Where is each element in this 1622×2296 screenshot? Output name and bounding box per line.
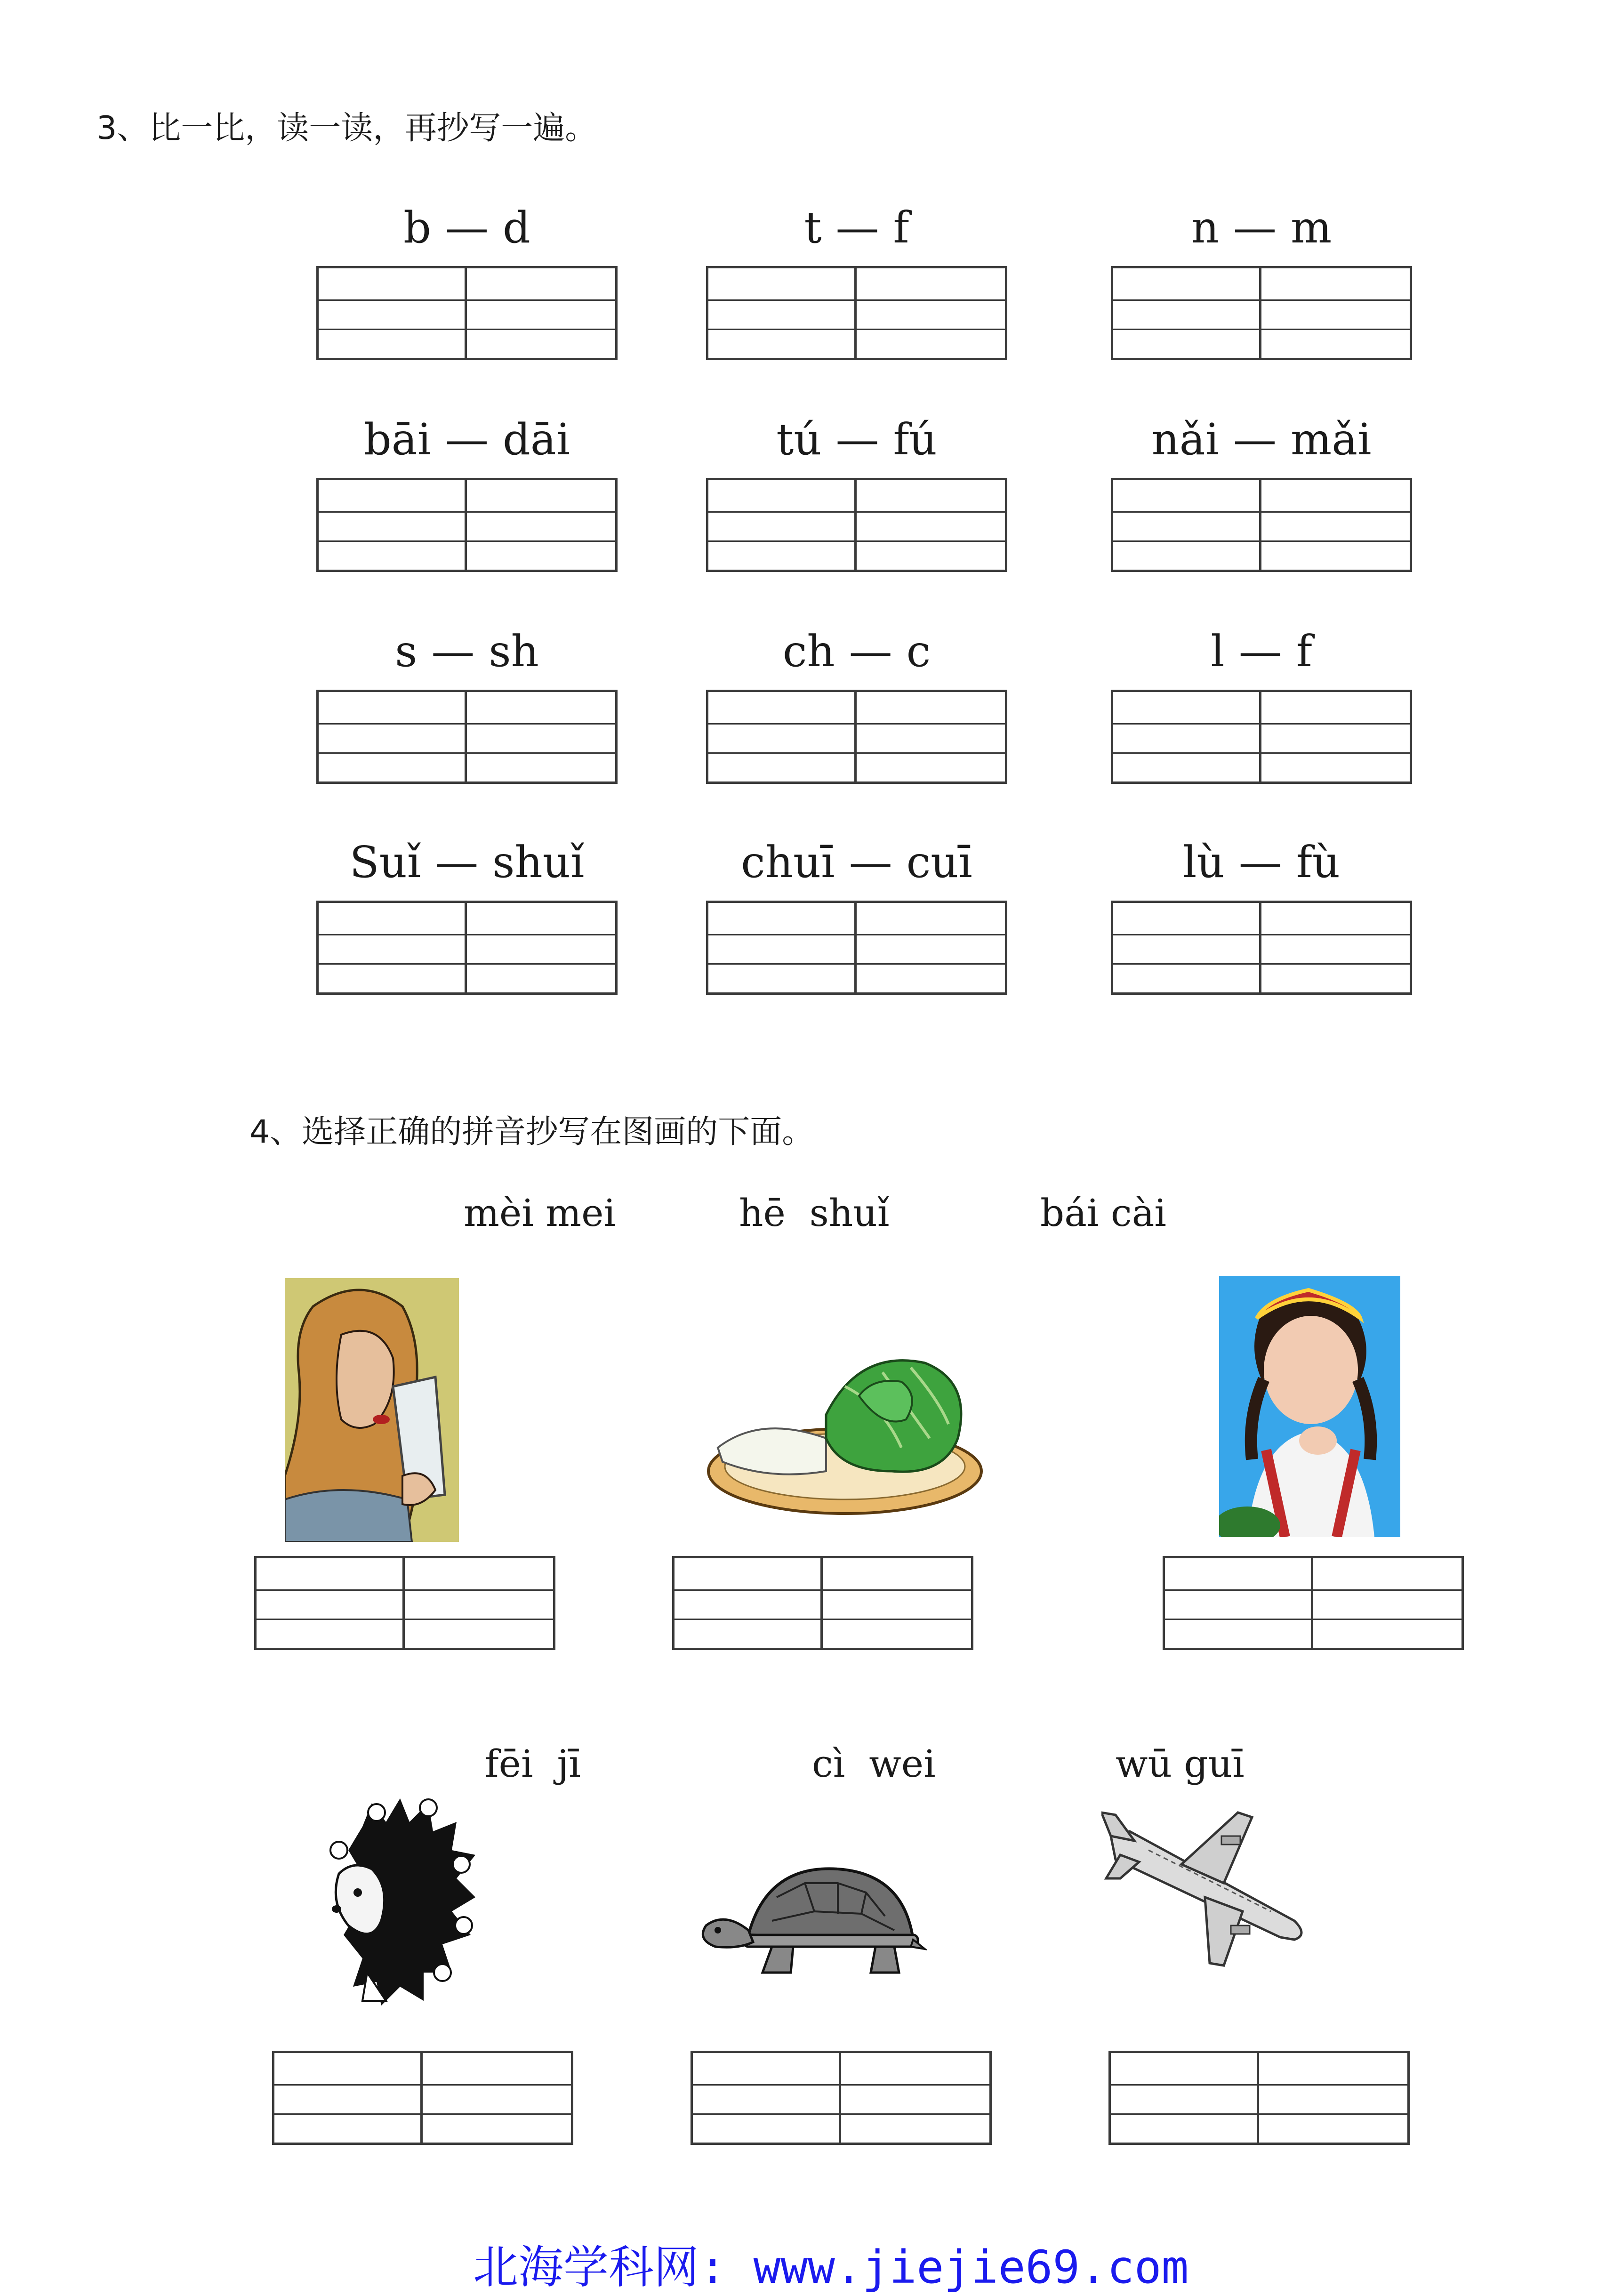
pair-right: f bbox=[1296, 626, 1312, 677]
ruling-line bbox=[693, 2113, 989, 2115]
pair-dash: — bbox=[835, 202, 879, 253]
pinyin-box-left[interactable] bbox=[708, 268, 857, 358]
pinyin-box-right[interactable] bbox=[423, 2053, 571, 2143]
answer-cell[interactable] bbox=[254, 1556, 555, 1650]
turtle-icon bbox=[697, 1855, 927, 1991]
pinyin-box-right[interactable] bbox=[1313, 1558, 1461, 1648]
pair-left: b bbox=[403, 202, 431, 253]
section4-title: 4、选择正确的拼音抄写在图画的下面。 bbox=[249, 1113, 814, 1151]
writing-cell[interactable] bbox=[316, 901, 618, 995]
pair-dash: — bbox=[431, 626, 475, 677]
writing-cell[interactable] bbox=[706, 901, 1007, 995]
ruling-line bbox=[1113, 540, 1410, 542]
girl-photo-icon bbox=[1219, 1262, 1400, 1537]
pair-left: tú bbox=[776, 414, 822, 465]
pinyin-box-left[interactable] bbox=[319, 268, 467, 358]
hedgehog-icon bbox=[311, 1794, 480, 2010]
pinyin-pair bbox=[316, 837, 618, 887]
writing-cell[interactable] bbox=[706, 478, 1007, 572]
pair-right: mǎi bbox=[1291, 414, 1372, 465]
pair-left: chuī bbox=[741, 837, 835, 887]
pinyin-box-right[interactable] bbox=[857, 903, 1005, 992]
pair-left: n bbox=[1191, 202, 1219, 253]
airplane-icon bbox=[1101, 1808, 1309, 1973]
pinyin-pair bbox=[316, 202, 618, 253]
pinyin-box-left[interactable] bbox=[257, 1558, 405, 1648]
ruling-line bbox=[674, 1589, 971, 1591]
pinyin-box-right[interactable] bbox=[467, 268, 615, 358]
pinyin-pair bbox=[316, 626, 618, 677]
ruling-line bbox=[257, 1589, 553, 1591]
pair-left: Suǐ bbox=[349, 837, 421, 887]
pinyin-pair bbox=[706, 414, 1007, 465]
pair-right: f bbox=[893, 202, 909, 253]
pinyin-box-left[interactable] bbox=[674, 1558, 823, 1648]
ruling-line bbox=[1165, 1619, 1461, 1620]
pinyin-box-left[interactable] bbox=[1165, 1558, 1313, 1648]
pair-right: sh bbox=[489, 626, 539, 677]
pair-dash: — bbox=[1238, 626, 1282, 677]
pinyin-box-right[interactable] bbox=[405, 1558, 553, 1648]
pair-left: t bbox=[804, 202, 822, 253]
footer-watermark: 北海学科网: www.jiejie69.com bbox=[473, 2241, 1189, 2294]
pinyin-box-left[interactable] bbox=[1113, 268, 1261, 358]
writing-cell[interactable] bbox=[316, 690, 618, 784]
ruling-line bbox=[319, 540, 615, 542]
pinyin-pair bbox=[706, 626, 1007, 677]
ruling-line bbox=[708, 299, 1005, 301]
ruling-line bbox=[708, 540, 1005, 542]
cabbage-plate-icon bbox=[704, 1330, 986, 1537]
ruling-line bbox=[319, 934, 615, 935]
pinyin-box-left[interactable] bbox=[1113, 692, 1261, 781]
pinyin-box-left[interactable] bbox=[1111, 2053, 1259, 2143]
pinyin-pair bbox=[316, 414, 618, 465]
ruling-line bbox=[708, 723, 1005, 725]
answer-cell[interactable] bbox=[272, 2051, 573, 2145]
ruling-line bbox=[1165, 1589, 1461, 1591]
pinyin-box-right[interactable] bbox=[467, 903, 615, 992]
pinyin-box-left[interactable] bbox=[274, 2053, 423, 2143]
pinyin-box-left[interactable] bbox=[319, 903, 467, 992]
writing-cell[interactable] bbox=[1111, 478, 1412, 572]
pinyin-pair bbox=[1111, 626, 1412, 677]
pinyin-box-left[interactable] bbox=[693, 2053, 841, 2143]
writing-cell[interactable] bbox=[316, 266, 618, 360]
pinyin-pair bbox=[1111, 837, 1412, 887]
answer-cell[interactable] bbox=[672, 1556, 973, 1650]
writing-cell[interactable] bbox=[1111, 690, 1412, 784]
option-ci-wei: cì wei bbox=[812, 1742, 936, 1786]
ruling-line bbox=[274, 2084, 571, 2086]
pair-left: s bbox=[395, 626, 418, 677]
pinyin-box-right[interactable] bbox=[467, 692, 615, 781]
pair-right: cuī bbox=[906, 837, 972, 887]
pinyin-box-right[interactable] bbox=[1261, 268, 1410, 358]
writing-cell[interactable] bbox=[706, 266, 1007, 360]
answer-cell[interactable] bbox=[691, 2051, 992, 2145]
pinyin-box-left[interactable] bbox=[708, 480, 857, 570]
pinyin-pair bbox=[1111, 202, 1412, 253]
ruling-line bbox=[1111, 2084, 1407, 2086]
pinyin-box-left[interactable] bbox=[1113, 480, 1261, 570]
pair-right: fú bbox=[893, 414, 937, 465]
writing-cell[interactable] bbox=[1111, 266, 1412, 360]
ruling-line bbox=[708, 329, 1005, 330]
ruling-line bbox=[1113, 299, 1410, 301]
ruling-line bbox=[1113, 723, 1410, 725]
pinyin-box-right[interactable] bbox=[857, 480, 1005, 570]
pinyin-box-right[interactable] bbox=[857, 268, 1005, 358]
pair-right: c bbox=[906, 626, 931, 677]
ruling-line bbox=[274, 2113, 571, 2115]
answer-cell[interactable] bbox=[1108, 2051, 1410, 2145]
pair-dash: — bbox=[1233, 414, 1277, 465]
pinyin-box-right[interactable] bbox=[841, 2053, 989, 2143]
ruling-line bbox=[693, 2084, 989, 2086]
pinyin-box-right[interactable] bbox=[1261, 692, 1410, 781]
pair-left: bāi bbox=[363, 414, 431, 465]
pinyin-box-right[interactable] bbox=[1261, 480, 1410, 570]
ruling-line bbox=[319, 511, 615, 513]
ruling-line bbox=[674, 1619, 971, 1620]
pair-dash: — bbox=[445, 414, 489, 465]
pair-left: ch bbox=[782, 626, 835, 677]
option-bai-cai: bái cài bbox=[1040, 1191, 1167, 1235]
ruling-line bbox=[319, 723, 615, 725]
writing-cell[interactable] bbox=[1111, 901, 1412, 995]
pinyin-pair bbox=[706, 202, 1007, 253]
pinyin-box-left[interactable] bbox=[1113, 903, 1261, 992]
ruling-line bbox=[1113, 511, 1410, 513]
pair-left: nǎi bbox=[1151, 414, 1219, 465]
pinyin-box-left[interactable] bbox=[319, 480, 467, 570]
pair-right: shuǐ bbox=[492, 837, 585, 887]
answer-cell[interactable] bbox=[1163, 1556, 1464, 1650]
writing-cell[interactable] bbox=[316, 478, 618, 572]
ruling-line bbox=[319, 299, 615, 301]
option-mei-mei: mèi mei bbox=[464, 1191, 616, 1235]
ruling-line bbox=[1113, 934, 1410, 935]
pinyin-pair bbox=[1111, 414, 1412, 465]
writing-cell[interactable] bbox=[706, 690, 1007, 784]
ruling-line bbox=[708, 752, 1005, 754]
pair-right: d bbox=[503, 202, 530, 253]
pair-dash: — bbox=[435, 837, 479, 887]
pair-dash: — bbox=[849, 626, 892, 677]
ruling-line bbox=[257, 1619, 553, 1620]
ruling-line bbox=[1111, 2113, 1407, 2115]
pair-right: dāi bbox=[503, 414, 570, 465]
ruling-line bbox=[708, 934, 1005, 935]
pinyin-box-right[interactable] bbox=[467, 480, 615, 570]
pair-dash: — bbox=[1238, 837, 1282, 887]
ruling-line bbox=[1113, 963, 1410, 965]
woman-drinking-icon bbox=[285, 1278, 459, 1542]
pinyin-box-right[interactable] bbox=[823, 1558, 971, 1648]
pair-dash: — bbox=[1233, 202, 1277, 253]
pair-left: lù bbox=[1183, 837, 1225, 887]
option-fei-ji: fēi jī bbox=[485, 1742, 581, 1786]
pinyin-box-left[interactable] bbox=[708, 903, 857, 992]
pinyin-box-left[interactable] bbox=[319, 692, 467, 781]
pinyin-box-right[interactable] bbox=[857, 692, 1005, 781]
pinyin-box-left[interactable] bbox=[708, 692, 857, 781]
pair-right: fù bbox=[1296, 837, 1340, 887]
ruling-line bbox=[319, 963, 615, 965]
ruling-line bbox=[1113, 329, 1410, 330]
option-he-shui: hē shuǐ bbox=[739, 1191, 890, 1235]
section3-title: 3、比一比，读一读，再抄写一遍。 bbox=[96, 110, 597, 147]
ruling-line bbox=[1113, 752, 1410, 754]
option-wu-gui: wū guī bbox=[1116, 1742, 1245, 1786]
ruling-line bbox=[319, 329, 615, 330]
pair-right: m bbox=[1291, 202, 1332, 253]
ruling-line bbox=[708, 511, 1005, 513]
pinyin-box-right[interactable] bbox=[1261, 903, 1410, 992]
pinyin-pair bbox=[706, 837, 1007, 887]
pinyin-box-right[interactable] bbox=[1259, 2053, 1407, 2143]
pair-dash: — bbox=[849, 837, 892, 887]
pair-dash: — bbox=[835, 414, 879, 465]
pair-left: l bbox=[1211, 626, 1225, 677]
pair-dash: — bbox=[445, 202, 489, 253]
ruling-line bbox=[708, 963, 1005, 965]
ruling-line bbox=[319, 752, 615, 754]
